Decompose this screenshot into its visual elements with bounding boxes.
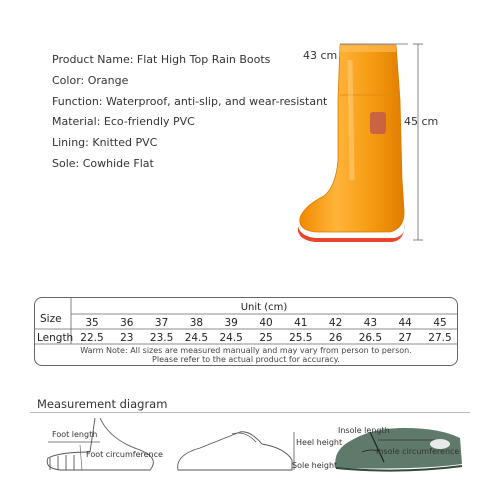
product-material: Material: Eco-friendly PVC — [52, 115, 195, 128]
size-cell: 40 — [259, 317, 273, 329]
length-cell: 23 — [120, 332, 134, 344]
insole-circumference-label: Insole circumference — [376, 447, 460, 456]
size-cell: 36 — [120, 317, 134, 329]
boot-height-label: 45 cm — [404, 115, 439, 128]
length-cell: 25.5 — [289, 332, 313, 344]
product-name: Product Name: Flat High Top Rain Boots — [52, 53, 271, 66]
product-color: Color: Orange — [52, 74, 129, 87]
size-cell: 44 — [398, 317, 412, 329]
insole-length-label: Insole length — [338, 426, 390, 435]
warm-note: Warm Note: All sizes are measured manually and may vary from person to person. — [80, 346, 412, 355]
foot-length-label: Foot length — [52, 430, 98, 439]
length-cell: 26.5 — [358, 332, 383, 344]
size-cell: 39 — [224, 317, 238, 329]
size-row-label: Size — [40, 313, 62, 325]
size-cell: 41 — [294, 317, 308, 329]
product-lining: Lining: Knitted PVC — [52, 136, 158, 149]
length-row-label: Length — [37, 332, 74, 344]
length-cell: 24.5 — [219, 332, 243, 344]
length-cell: 23.5 — [149, 332, 174, 344]
size-cell: 45 — [433, 317, 447, 329]
size-cell: 43 — [363, 317, 378, 329]
product-sole: Sole: Cowhide Flat — [52, 157, 154, 170]
measurement-title: Measurement diagram — [37, 397, 168, 411]
size-cell: 35 — [85, 317, 99, 329]
length-cell: 24.5 — [184, 332, 209, 344]
heel-height-label: Heel height — [296, 438, 343, 447]
unit-header: Unit (cm) — [240, 302, 288, 313]
size-cell: 38 — [189, 317, 204, 329]
sole-height-label: Sole height — [292, 461, 338, 470]
boot-width-label: 43 cm — [303, 49, 338, 62]
length-cell: 22.5 — [80, 332, 104, 344]
foot-circumference-label: Foot circumference — [86, 450, 163, 459]
product-function: Function: Waterproof, anti-slip, and wear-resistant — [52, 95, 328, 108]
size-cell: 37 — [154, 317, 169, 329]
length-cell: 26 — [328, 332, 343, 344]
size-cell: 42 — [328, 317, 343, 329]
length-cell: 25 — [259, 332, 273, 344]
length-cell: 27 — [398, 332, 412, 344]
warm-note-2: Please refer to the actual product for accuracy. — [152, 355, 340, 364]
length-cell: 27.5 — [428, 332, 452, 344]
